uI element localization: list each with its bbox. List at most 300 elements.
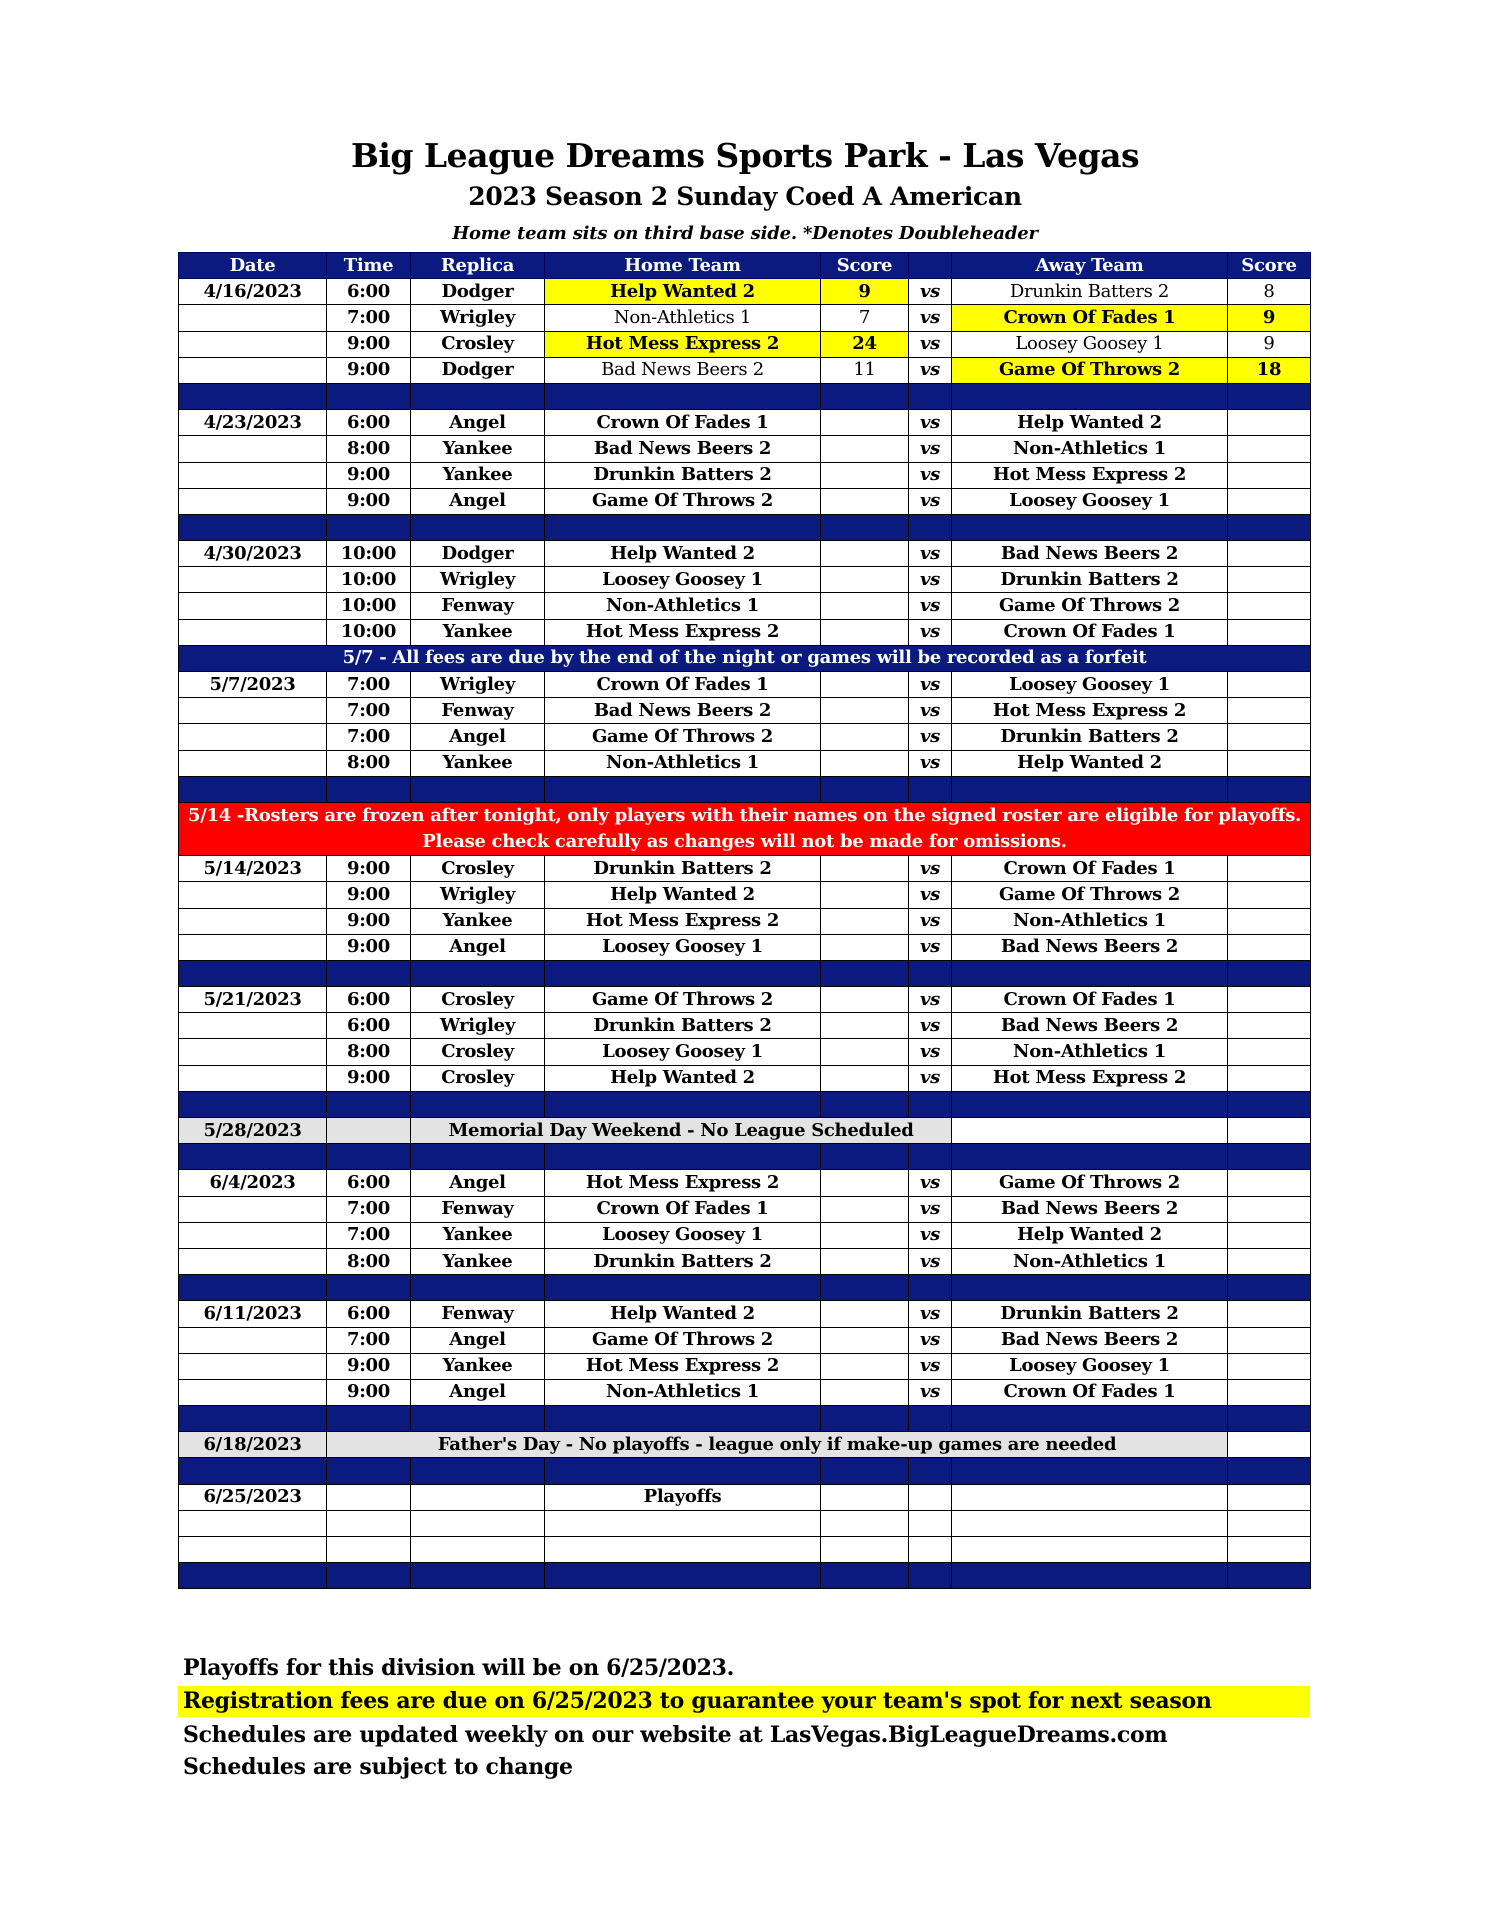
home-score xyxy=(821,410,909,436)
playoffs-note: Playoffs for this division will be on 6/25/2023. xyxy=(183,1655,735,1681)
away-team: Bad News Beers 2 xyxy=(952,1196,1228,1222)
separator-row xyxy=(179,1275,1311,1301)
away-score xyxy=(1228,488,1311,514)
game-field: Angel xyxy=(411,488,545,514)
header-row xyxy=(179,253,1311,279)
separator-row xyxy=(179,1144,1311,1170)
separator-cell xyxy=(909,1458,952,1484)
game-date xyxy=(179,1379,327,1405)
away-score xyxy=(1228,410,1311,436)
vs-label: vs xyxy=(909,856,952,882)
table-row xyxy=(179,1196,1311,1222)
away-team: Game Of Throws 2 xyxy=(952,1170,1228,1196)
vs-label: vs xyxy=(909,567,952,593)
away-score xyxy=(1228,750,1311,776)
home-team: Game Of Throws 2 xyxy=(545,724,821,750)
away-score xyxy=(1228,619,1311,645)
vs-label: vs xyxy=(909,1170,952,1196)
home-team: Crown Of Fades 1 xyxy=(545,410,821,436)
game-date xyxy=(179,724,327,750)
separator-cell xyxy=(909,1563,952,1589)
playoffs-date: 6/25/2023 xyxy=(179,1484,327,1510)
table-row xyxy=(179,908,1311,934)
game-time: 6:00 xyxy=(327,410,411,436)
separator-cell xyxy=(327,960,411,986)
game-time: 9:00 xyxy=(327,934,411,960)
table-row xyxy=(179,1301,1311,1327)
game-date xyxy=(179,331,327,357)
blank-cell xyxy=(1228,1537,1311,1563)
vs-label: vs xyxy=(909,436,952,462)
home-score xyxy=(821,1039,909,1065)
home-team: Hot Mess Express 2 xyxy=(545,1170,821,1196)
table-row xyxy=(179,331,1311,357)
away-team: Crown Of Fades 1 xyxy=(952,1379,1228,1405)
separator-cell xyxy=(327,1144,411,1170)
blank-cell xyxy=(909,1484,952,1510)
game-time: 6:00 xyxy=(327,1013,411,1039)
game-time: 7:00 xyxy=(327,1222,411,1248)
separator-cell xyxy=(1228,383,1311,409)
table-row xyxy=(179,672,1311,698)
game-time: 6:00 xyxy=(327,1301,411,1327)
game-date xyxy=(179,436,327,462)
separator-row xyxy=(179,960,1311,986)
separator-cell xyxy=(545,1406,821,1432)
time-header: Time xyxy=(327,253,411,279)
separator-cell xyxy=(545,1091,821,1117)
table-row xyxy=(179,1170,1311,1196)
memorial-blank xyxy=(952,1118,1228,1144)
separator-cell xyxy=(1228,514,1311,540)
away-team: Loosey Goosey 1 xyxy=(952,672,1228,698)
home-score xyxy=(821,488,909,514)
game-date xyxy=(179,908,327,934)
game-date xyxy=(179,1353,327,1379)
separator-cell xyxy=(821,776,909,802)
table-row xyxy=(179,541,1311,567)
home-score: 11 xyxy=(821,357,909,383)
game-date: 4/16/2023 xyxy=(179,279,327,305)
separator-cell xyxy=(952,960,1228,986)
game-field: Crosley xyxy=(411,856,545,882)
game-field: Yankee xyxy=(411,462,545,488)
separator-cell xyxy=(909,514,952,540)
game-date: 5/14/2023 xyxy=(179,856,327,882)
game-field: Crosley xyxy=(411,331,545,357)
home-team: Hot Mess Express 2 xyxy=(545,908,821,934)
home-score xyxy=(821,750,909,776)
home-team: Non-Athletics 1 xyxy=(545,305,821,331)
away-score xyxy=(1228,1065,1311,1091)
vs-label: vs xyxy=(909,698,952,724)
blank-cell xyxy=(545,1537,821,1563)
separator-cell xyxy=(1228,1275,1311,1301)
table-row xyxy=(179,1379,1311,1405)
home-score xyxy=(821,856,909,882)
game-time: 8:00 xyxy=(327,1248,411,1274)
game-date xyxy=(179,1065,327,1091)
game-time: 9:00 xyxy=(327,1353,411,1379)
game-field: Yankee xyxy=(411,1222,545,1248)
away-score xyxy=(1228,1222,1311,1248)
separator-cell xyxy=(327,1458,411,1484)
blank-cell xyxy=(952,1537,1228,1563)
home-score-header: Score xyxy=(821,253,909,279)
away-team: Crown Of Fades 1 xyxy=(952,619,1228,645)
game-time: 9:00 xyxy=(327,488,411,514)
blank-cell xyxy=(952,1510,1228,1536)
game-field: Angel xyxy=(411,1170,545,1196)
game-field: Crosley xyxy=(411,1065,545,1091)
home-score xyxy=(821,1353,909,1379)
vs-label: vs xyxy=(909,331,952,357)
blank-cell xyxy=(1228,1484,1311,1510)
vs-label: vs xyxy=(909,619,952,645)
replica-header: Replica xyxy=(411,253,545,279)
blank-cell xyxy=(179,1510,327,1536)
blank-cell xyxy=(821,1510,909,1536)
game-date xyxy=(179,593,327,619)
game-field: Fenway xyxy=(411,1301,545,1327)
table-row xyxy=(179,462,1311,488)
table-row xyxy=(179,410,1311,436)
away-score xyxy=(1228,908,1311,934)
blank-cell xyxy=(909,1510,952,1536)
table-row xyxy=(179,305,1311,331)
away-score: 9 xyxy=(1228,331,1311,357)
separator-cell xyxy=(952,1458,1228,1484)
blank-cell xyxy=(411,1537,545,1563)
home-team: Loosey Goosey 1 xyxy=(545,934,821,960)
registration-note: Registration fees are due on 6/25/2023 to guarantee your team's spot for next season xyxy=(178,1686,1310,1717)
game-time: 9:00 xyxy=(327,882,411,908)
separator-cell xyxy=(1228,1406,1311,1432)
separator-row xyxy=(179,1091,1311,1117)
separator-cell xyxy=(179,1144,327,1170)
table-row xyxy=(179,1248,1311,1274)
game-date: 5/7/2023 xyxy=(179,672,327,698)
home-score: 9 xyxy=(821,279,909,305)
game-time: 7:00 xyxy=(327,724,411,750)
separator-cell xyxy=(411,1091,545,1117)
change-note: Schedules are subject to change xyxy=(183,1754,573,1780)
separator-cell xyxy=(952,1144,1228,1170)
home-team: Loosey Goosey 1 xyxy=(545,1039,821,1065)
away-score xyxy=(1228,462,1311,488)
game-date xyxy=(179,619,327,645)
away-team: Crown Of Fades 1 xyxy=(952,856,1228,882)
home-team: Bad News Beers 2 xyxy=(545,357,821,383)
empty-row xyxy=(179,1537,1311,1563)
page-subtitle: 2023 Season 2 Sunday Coed A American xyxy=(468,182,1022,211)
away-score xyxy=(1228,1170,1311,1196)
home-team: Hot Mess Express 2 xyxy=(545,1353,821,1379)
separator-cell xyxy=(1228,1458,1311,1484)
away-team-header: Away Team xyxy=(952,253,1228,279)
separator-cell xyxy=(411,960,545,986)
away-team: Non-Athletics 1 xyxy=(952,1039,1228,1065)
game-field: Angel xyxy=(411,1327,545,1353)
playoffs-label: Playoffs xyxy=(545,1484,821,1510)
separator-cell xyxy=(909,1406,952,1432)
game-date xyxy=(179,1248,327,1274)
home-team: Hot Mess Express 2 xyxy=(545,331,821,357)
home-score xyxy=(821,462,909,488)
home-score xyxy=(821,882,909,908)
game-field: Angel xyxy=(411,1379,545,1405)
table-row xyxy=(179,882,1311,908)
away-team: Hot Mess Express 2 xyxy=(952,462,1228,488)
blank-cell xyxy=(411,1484,545,1510)
away-team: Bad News Beers 2 xyxy=(952,934,1228,960)
home-score xyxy=(821,672,909,698)
game-field: Dodger xyxy=(411,279,545,305)
separator-cell xyxy=(821,383,909,409)
home-score xyxy=(821,619,909,645)
blank-cell xyxy=(1228,1510,1311,1536)
game-field: Yankee xyxy=(411,908,545,934)
game-field: Yankee xyxy=(411,1353,545,1379)
separator-cell xyxy=(411,1563,545,1589)
away-score xyxy=(1228,882,1311,908)
separator-cell xyxy=(327,1091,411,1117)
away-score xyxy=(1228,1379,1311,1405)
separator-cell xyxy=(821,1458,909,1484)
game-field: Crosley xyxy=(411,987,545,1013)
fathers-text: Father's Day - No playoffs - league only if make-up games are needed xyxy=(327,1432,1228,1458)
separator-cell xyxy=(179,1406,327,1432)
roster-alert-row xyxy=(179,802,1311,855)
blank-cell xyxy=(179,1537,327,1563)
vs-label: vs xyxy=(909,1353,952,1379)
separator-cell xyxy=(411,1458,545,1484)
fees-notice: 5/7 - All fees are due by the end of the night or games will be recorded as a forfeit xyxy=(179,645,1311,671)
separator-cell xyxy=(1228,776,1311,802)
game-field: Fenway xyxy=(411,593,545,619)
away-score xyxy=(1228,934,1311,960)
vs-label: vs xyxy=(909,462,952,488)
away-team: Crown Of Fades 1 xyxy=(952,987,1228,1013)
table-row xyxy=(179,1039,1311,1065)
game-time: 9:00 xyxy=(327,1379,411,1405)
separator-cell xyxy=(545,383,821,409)
separator-cell xyxy=(909,1275,952,1301)
home-team: Non-Athletics 1 xyxy=(545,593,821,619)
separator-cell xyxy=(179,1458,327,1484)
separator-cell xyxy=(821,1275,909,1301)
separator-cell xyxy=(821,1563,909,1589)
away-score xyxy=(1228,593,1311,619)
separator-cell xyxy=(952,776,1228,802)
separator-cell xyxy=(909,1091,952,1117)
vs-label: vs xyxy=(909,882,952,908)
blank-cell xyxy=(327,1484,411,1510)
away-score: 9 xyxy=(1228,305,1311,331)
fathers-date: 6/18/2023 xyxy=(179,1432,327,1458)
game-date: 5/21/2023 xyxy=(179,987,327,1013)
home-score xyxy=(821,987,909,1013)
schedule-table xyxy=(178,252,1311,1589)
date-header: Date xyxy=(179,253,327,279)
home-team: Non-Athletics 1 xyxy=(545,1379,821,1405)
game-field: Dodger xyxy=(411,541,545,567)
vs-label: vs xyxy=(909,934,952,960)
home-team: Help Wanted 2 xyxy=(545,1065,821,1091)
home-team: Drunkin Batters 2 xyxy=(545,1248,821,1274)
game-time: 8:00 xyxy=(327,1039,411,1065)
home-team: Help Wanted 2 xyxy=(545,541,821,567)
away-score xyxy=(1228,1327,1311,1353)
game-time: 8:00 xyxy=(327,436,411,462)
separator-row xyxy=(179,776,1311,802)
game-time: 9:00 xyxy=(327,462,411,488)
home-score: 7 xyxy=(821,305,909,331)
game-date xyxy=(179,934,327,960)
away-team: Drunkin Batters 2 xyxy=(952,567,1228,593)
separator-cell xyxy=(179,1091,327,1117)
game-date xyxy=(179,305,327,331)
table-row xyxy=(179,856,1311,882)
table-row xyxy=(179,593,1311,619)
away-score xyxy=(1228,698,1311,724)
home-team: Loosey Goosey 1 xyxy=(545,567,821,593)
vs-label: vs xyxy=(909,1039,952,1065)
game-field: Wrigley xyxy=(411,305,545,331)
game-time: 7:00 xyxy=(327,698,411,724)
away-team: Game Of Throws 2 xyxy=(952,882,1228,908)
separator-cell xyxy=(545,1275,821,1301)
home-team: Help Wanted 2 xyxy=(545,1301,821,1327)
vs-label: vs xyxy=(909,672,952,698)
home-score xyxy=(821,1196,909,1222)
page-title: Big League Dreams Sports Park - Las Vegas xyxy=(350,136,1140,175)
blank-cell xyxy=(821,1537,909,1563)
separator-cell xyxy=(909,960,952,986)
separator-cell xyxy=(327,776,411,802)
vs-label: vs xyxy=(909,1248,952,1274)
table-row xyxy=(179,1353,1311,1379)
away-team: Hot Mess Express 2 xyxy=(952,1065,1228,1091)
vs-label: vs xyxy=(909,1222,952,1248)
home-score xyxy=(821,724,909,750)
home-team: Help Wanted 2 xyxy=(545,279,821,305)
game-time: 9:00 xyxy=(327,856,411,882)
home-score xyxy=(821,1013,909,1039)
separator-cell xyxy=(179,1275,327,1301)
separator-cell xyxy=(545,1458,821,1484)
home-score: 24 xyxy=(821,331,909,357)
game-date xyxy=(179,1327,327,1353)
table-row xyxy=(179,488,1311,514)
separator-cell xyxy=(545,960,821,986)
table-row xyxy=(179,724,1311,750)
table-row xyxy=(179,357,1311,383)
vs-label: vs xyxy=(909,1013,952,1039)
game-time: 7:00 xyxy=(327,305,411,331)
blank-cell xyxy=(909,1537,952,1563)
separator-cell xyxy=(411,514,545,540)
game-time: 6:00 xyxy=(327,1170,411,1196)
table-row xyxy=(179,1327,1311,1353)
away-score: 18 xyxy=(1228,357,1311,383)
separator-cell xyxy=(821,514,909,540)
vs-label: vs xyxy=(909,305,952,331)
home-score xyxy=(821,1379,909,1405)
home-score xyxy=(821,1222,909,1248)
away-score xyxy=(1228,856,1311,882)
away-team: Drunkin Batters 2 xyxy=(952,279,1228,305)
blank-cell xyxy=(952,1484,1228,1510)
separator-cell xyxy=(821,1144,909,1170)
away-score xyxy=(1228,672,1311,698)
blank-cell xyxy=(411,1510,545,1536)
game-date xyxy=(179,1039,327,1065)
separator-cell xyxy=(179,960,327,986)
playoffs-row xyxy=(179,1484,1311,1510)
home-team: Game Of Throws 2 xyxy=(545,488,821,514)
fees-notice-row xyxy=(179,645,1311,671)
game-date: 6/11/2023 xyxy=(179,1301,327,1327)
home-score xyxy=(821,908,909,934)
away-score xyxy=(1228,1301,1311,1327)
vs-label: vs xyxy=(909,1301,952,1327)
separator-cell xyxy=(952,1091,1228,1117)
separator-row xyxy=(179,1406,1311,1432)
vs-label: vs xyxy=(909,541,952,567)
game-date xyxy=(179,1013,327,1039)
vs-label: vs xyxy=(909,1379,952,1405)
game-field: Angel xyxy=(411,934,545,960)
vs-label: vs xyxy=(909,357,952,383)
roster-alert-line2: Please check carefully as changes will not be made for omissions. xyxy=(422,831,1067,853)
away-score xyxy=(1228,987,1311,1013)
game-date xyxy=(179,488,327,514)
away-score-header: Score xyxy=(1228,253,1311,279)
separator-cell xyxy=(952,1275,1228,1301)
separator-cell xyxy=(179,383,327,409)
game-time: 6:00 xyxy=(327,987,411,1013)
table-row xyxy=(179,934,1311,960)
roster-alert xyxy=(179,802,1311,855)
blank-cell xyxy=(821,1484,909,1510)
home-team: Drunkin Batters 2 xyxy=(545,462,821,488)
game-date: 6/4/2023 xyxy=(179,1170,327,1196)
game-field: Yankee xyxy=(411,436,545,462)
away-score xyxy=(1228,1013,1311,1039)
separator-cell xyxy=(1228,1091,1311,1117)
away-team: Bad News Beers 2 xyxy=(952,1327,1228,1353)
game-date xyxy=(179,698,327,724)
game-field: Fenway xyxy=(411,1196,545,1222)
website-note: Schedules are updated weekly on our website at LasVegas.BigLeagueDreams.com xyxy=(183,1722,1168,1748)
vs-label: vs xyxy=(909,724,952,750)
separator-cell xyxy=(821,1406,909,1432)
home-team: Non-Athletics 1 xyxy=(545,750,821,776)
separator-row xyxy=(179,383,1311,409)
separator-cell xyxy=(411,1275,545,1301)
table-row xyxy=(179,750,1311,776)
separator-cell xyxy=(179,1563,327,1589)
separator-cell xyxy=(327,1406,411,1432)
game-field: Crosley xyxy=(411,1039,545,1065)
away-score xyxy=(1228,724,1311,750)
table-row xyxy=(179,1222,1311,1248)
separator-cell xyxy=(411,383,545,409)
home-score xyxy=(821,593,909,619)
away-score: 8 xyxy=(1228,279,1311,305)
separator-cell xyxy=(952,1406,1228,1432)
